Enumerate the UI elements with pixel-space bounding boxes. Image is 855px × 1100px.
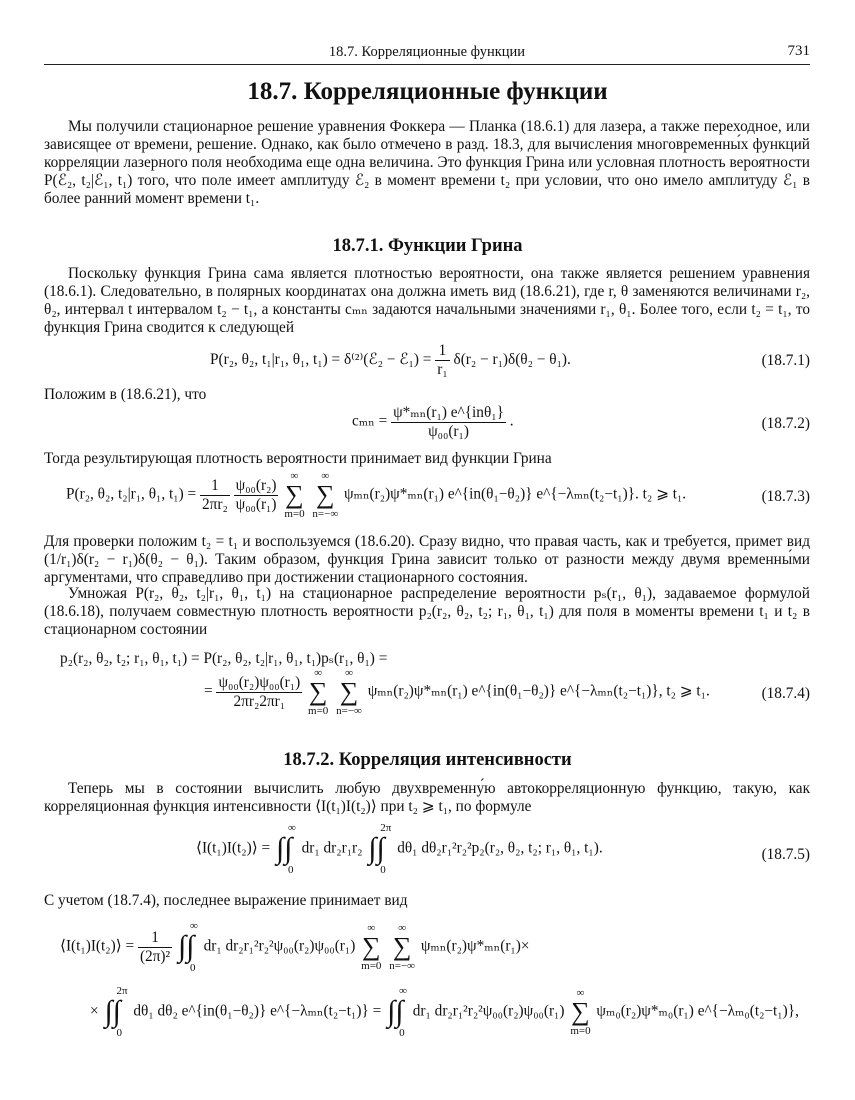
eq7-mid1: dθ₁ dθ₂ e^{in(θ₁−θ₂)} e^{−λₘₙ(t₂−t₁)} = bbox=[133, 1002, 382, 1020]
eq3-sum1-bot: m=0 bbox=[284, 508, 305, 520]
eq7-sum-bot: m=0 bbox=[570, 1025, 591, 1037]
eq4-line1: p₂(r₂, θ₂, t₂; r₁, θ₁, t₁) = P(r₂, θ₂, t₂|r₁, θ₁, t₁)pₛ(r₁, θ₁) = bbox=[60, 650, 388, 667]
eq4-right: ψₘₙ(r₂)ψ*ₘₙ(r₁) e^{in(θ₁−θ₂)} e^{−λₘₙ(t₂−t₁)}, t₂ ⩾ t₁. bbox=[367, 682, 710, 700]
eq1-left: P(r₂, θ₂, t₁|r₁, θ₁, t₁) = δ⁽²⁾(ℰ₂ − ℰ₁) = bbox=[210, 351, 432, 369]
eq6-sum1-top: ∞ bbox=[367, 922, 376, 934]
equation-intensity-expanded-line2 bbox=[44, 985, 810, 1055]
section-title: 18.7. Корреляционные функции bbox=[247, 78, 608, 105]
eq1-frac-den: r₁ bbox=[437, 361, 448, 378]
eq3-frac1-den: 2πr₂ bbox=[201, 495, 228, 513]
equation-18-7-3 bbox=[44, 470, 810, 528]
eq5-right: dθ₁ dθ₂r₁²r₂²p₂(r₂, θ₂, t₂; r₁, θ₁, t₁). bbox=[397, 839, 603, 857]
eq5-number: (18.7.5) bbox=[761, 846, 810, 863]
page-number: 731 bbox=[787, 43, 810, 59]
eq7-right: ψₘ₀(r₂)ψ*ₘ₀(r₁) e^{−λₘ₀(t₂−t₁)}, bbox=[596, 1002, 799, 1020]
eq2-left: cₘₙ = bbox=[352, 412, 388, 430]
eq2-number: (18.7.2) bbox=[761, 415, 810, 432]
intro-paragraph: Мы получили стационарное решение уравнения Фоккера — Планка (18.6.1) для лазера, а также переходное, или зависящее от времени, решение. Однако, как было отмечено в разд. 18.3, для вычисления многовременны́х функций корреляции лазерного поля необходима еще одна величина. Это функция Грина или условная плотность вероятности P(ℰ₂, t₂|ℰ₁, t₁) того, что поле имеет амплитуду ℰ₂ в момент времени t₂ при условии, что оно имело амплитуду ℰ₁ в более ранний момент времени t₁. bbox=[44, 118, 810, 207]
running-header bbox=[44, 42, 810, 65]
eq1-number: (18.7.1) bbox=[761, 352, 810, 369]
eq4-frac-den: 2πr₂2πr₁ bbox=[233, 692, 286, 710]
eq7-sum-m: ∞ ∑ m=0 bbox=[570, 987, 591, 1037]
eq4-sum1-bot: m=0 bbox=[308, 705, 329, 717]
eq5-int1-bot: 0 bbox=[287, 864, 294, 876]
equation-18-7-4 bbox=[44, 645, 810, 725]
eq6-sum-n: ∞ ∑ n=−∞ bbox=[389, 922, 415, 972]
eq4-frac-num: ψ₀₀(r₂)ψ₀₀(r₁) bbox=[218, 673, 301, 691]
eq2-frac-den: ψ₀₀(r₁) bbox=[428, 423, 469, 440]
eq3-sum-n: ∞ ∑ n=−∞ bbox=[312, 470, 339, 520]
equation-18-7-2 bbox=[44, 403, 810, 447]
equation-intensity-expanded-line1 bbox=[44, 920, 810, 990]
eq7-left: × bbox=[90, 1002, 99, 1020]
eq7-int2-bot: 0 bbox=[399, 1027, 405, 1039]
eq3-frac1-num: 1 bbox=[200, 477, 230, 496]
intensity-paragraph-2: С учетом (18.7.4), последнее выражение принимает вид bbox=[44, 892, 408, 909]
eq5-int2-top: 2π bbox=[380, 822, 392, 834]
eq4-sum1-top: ∞ bbox=[314, 667, 323, 679]
eq3-left: P(r₂, θ₂, t₂|r₁, θ₁, t₁) = bbox=[66, 485, 197, 503]
eq6-sum-m: ∞ ∑ m=0 bbox=[361, 922, 382, 972]
eq6-sum2-top: ∞ bbox=[398, 922, 407, 934]
eq3-frac2-den: ψ₀₀(r₁) bbox=[235, 495, 277, 513]
eq6-right: ψₘₙ(r₂)ψ*ₘₙ(r₁)× bbox=[420, 937, 530, 955]
eq4-number: (18.7.4) bbox=[761, 685, 810, 702]
eq3-number: (18.7.3) bbox=[761, 488, 810, 505]
eq7-double-integral-r: ∞ ∫∫ 0 bbox=[387, 985, 407, 1039]
eq4-line2-left: = bbox=[204, 682, 213, 700]
eq6-frac-num: 1 bbox=[138, 929, 172, 948]
eq5-left: ⟨I(t₁)I(t₂)⟩ = bbox=[196, 839, 271, 857]
eq7-double-integral-theta: 2π ∫∫ 0 bbox=[104, 985, 128, 1039]
eq3-sum-m: ∞ ∑ m=0 bbox=[284, 470, 305, 520]
green-functions-paragraph-4: Для проверки положим t₂ = t₁ и воспользуемся (18.6.20). Сразу видно, что правая часть, как и требуется, примет вид (1/r₁)δ(r₂ − r₁)δ(θ₂ − θ₁). Таким образом, функция Грина зависит только от разности между двумя временны́ми аргументами, что справедливо при достижении стационарного состояния. bbox=[44, 533, 810, 586]
green-functions-paragraph-5: Умножая P(r₂, θ₂, t₂|r₁, θ₁, t₁) на стационарное распределение вероятности pₛ(r₁, θ₁), задаваемое формулой (18.6.18), получаем совместную плотность вероятности p₂(r₂, θ₂, t₂; r₁, θ₁, t₁) для поля в моменты времени t₁ и t₂ в стационарном состоянии bbox=[44, 585, 810, 638]
eq5-int2-bot: 0 bbox=[380, 864, 386, 876]
eq1-frac-num: 1 bbox=[435, 342, 449, 361]
eq6-sum2-bot: n=−∞ bbox=[389, 960, 415, 972]
green-functions-paragraph-3: Тогда результирующая плотность вероятности принимает вид функции Грина bbox=[44, 450, 552, 467]
eq4-sum2-bot: n=−∞ bbox=[336, 705, 362, 717]
subsection-title-green-functions: 18.7.1. Функции Грина bbox=[332, 236, 523, 256]
eq3-sum2-bot: n=−∞ bbox=[312, 508, 339, 520]
eq7-mid2: dr₁ dr₂r₁²r₂²ψ₀₀(r₂)ψ₀₀(r₁) bbox=[412, 1002, 565, 1020]
eq1-right: δ(r₂ − r₁)δ(θ₂ − θ₁). bbox=[453, 351, 571, 369]
equation-18-7-5 bbox=[44, 822, 810, 888]
eq2-frac-num: ψ*ₘₙ(r₁) e^{inθ₁} bbox=[393, 404, 504, 421]
eq3-sum2-top: ∞ bbox=[321, 470, 330, 482]
subsection-title-intensity-correlation: 18.7.2. Корреляция интенсивности bbox=[283, 750, 572, 770]
eq3-right: ψₘₙ(r₂)ψ*ₘₙ(r₁) e^{in(θ₁−θ₂)} e^{−λₘₙ(t₂−t₁)}. t₂ ⩾ t₁. bbox=[343, 485, 687, 503]
eq5-int1-top: ∞ bbox=[287, 822, 296, 834]
eq4-sum-m: ∞ ∑ m=0 bbox=[308, 667, 329, 717]
eq6-mid: dr₁ dr₂r₁²r₂²ψ₀₀(r₂)ψ₀₀(r₁) bbox=[203, 937, 356, 955]
eq6-int1-top: ∞ bbox=[189, 920, 198, 932]
eq6-double-integral: ∞ ∫∫ 0 bbox=[177, 920, 198, 974]
eq6-left: ⟨I(t₁)I(t₂)⟩ = bbox=[60, 937, 135, 955]
eq5-double-integral-theta: 2π ∫∫ 0 bbox=[368, 822, 392, 876]
eq6-int1-bot: 0 bbox=[189, 962, 196, 974]
eq3-sum1-top: ∞ bbox=[290, 470, 299, 482]
eq4-sum-n: ∞ ∑ n=−∞ bbox=[336, 667, 362, 717]
eq5-double-integral-r: ∞ ∫∫ 0 bbox=[275, 822, 296, 876]
running-header-section: 18.7. Корреляционные функции bbox=[328, 44, 526, 60]
eq4-sum2-top: ∞ bbox=[345, 667, 353, 679]
eq6-sum1-bot: m=0 bbox=[361, 960, 382, 972]
eq7-sum-top: ∞ bbox=[576, 987, 585, 999]
equation-18-7-1 bbox=[44, 342, 810, 382]
eq2-right: . bbox=[509, 412, 514, 430]
green-functions-paragraph-2: Положим в (18.6.21), что bbox=[44, 386, 207, 403]
eq7-int2-top: ∞ bbox=[399, 985, 407, 997]
eq7-int1-top: 2π bbox=[116, 985, 128, 997]
eq5-mid: dr₁ dr₂r₁r₂ bbox=[301, 839, 363, 857]
intensity-paragraph-1: Теперь мы в состоянии вычислить любую двухвременну́ю автокорреляционную функцию, такую, как корреляционная функция интенсивности ⟨I(t₁)I(t₂)⟩ при t₂ ⩾ t₁, по формуле bbox=[44, 780, 810, 815]
eq3-frac2-num: ψ₀₀(r₂) bbox=[235, 476, 277, 494]
eq7-int1-bot: 0 bbox=[116, 1027, 122, 1039]
eq6-frac-den: (2π)² bbox=[139, 947, 171, 965]
green-functions-paragraph-1: Поскольку функция Грина сама является плотностью вероятности, она также является решением уравнения (18.6.1). Следовательно, в полярных координатах она должна иметь вид (18.6.21), где r, θ заменяются величинами r₂, θ₂, интервал t интервалом t₂ − t₁, а константы cₘₙ задаются начальными значениями r₁, θ₁. Более того, если t₂ = t₁, то функция Грина сводится к следующей bbox=[44, 265, 810, 336]
